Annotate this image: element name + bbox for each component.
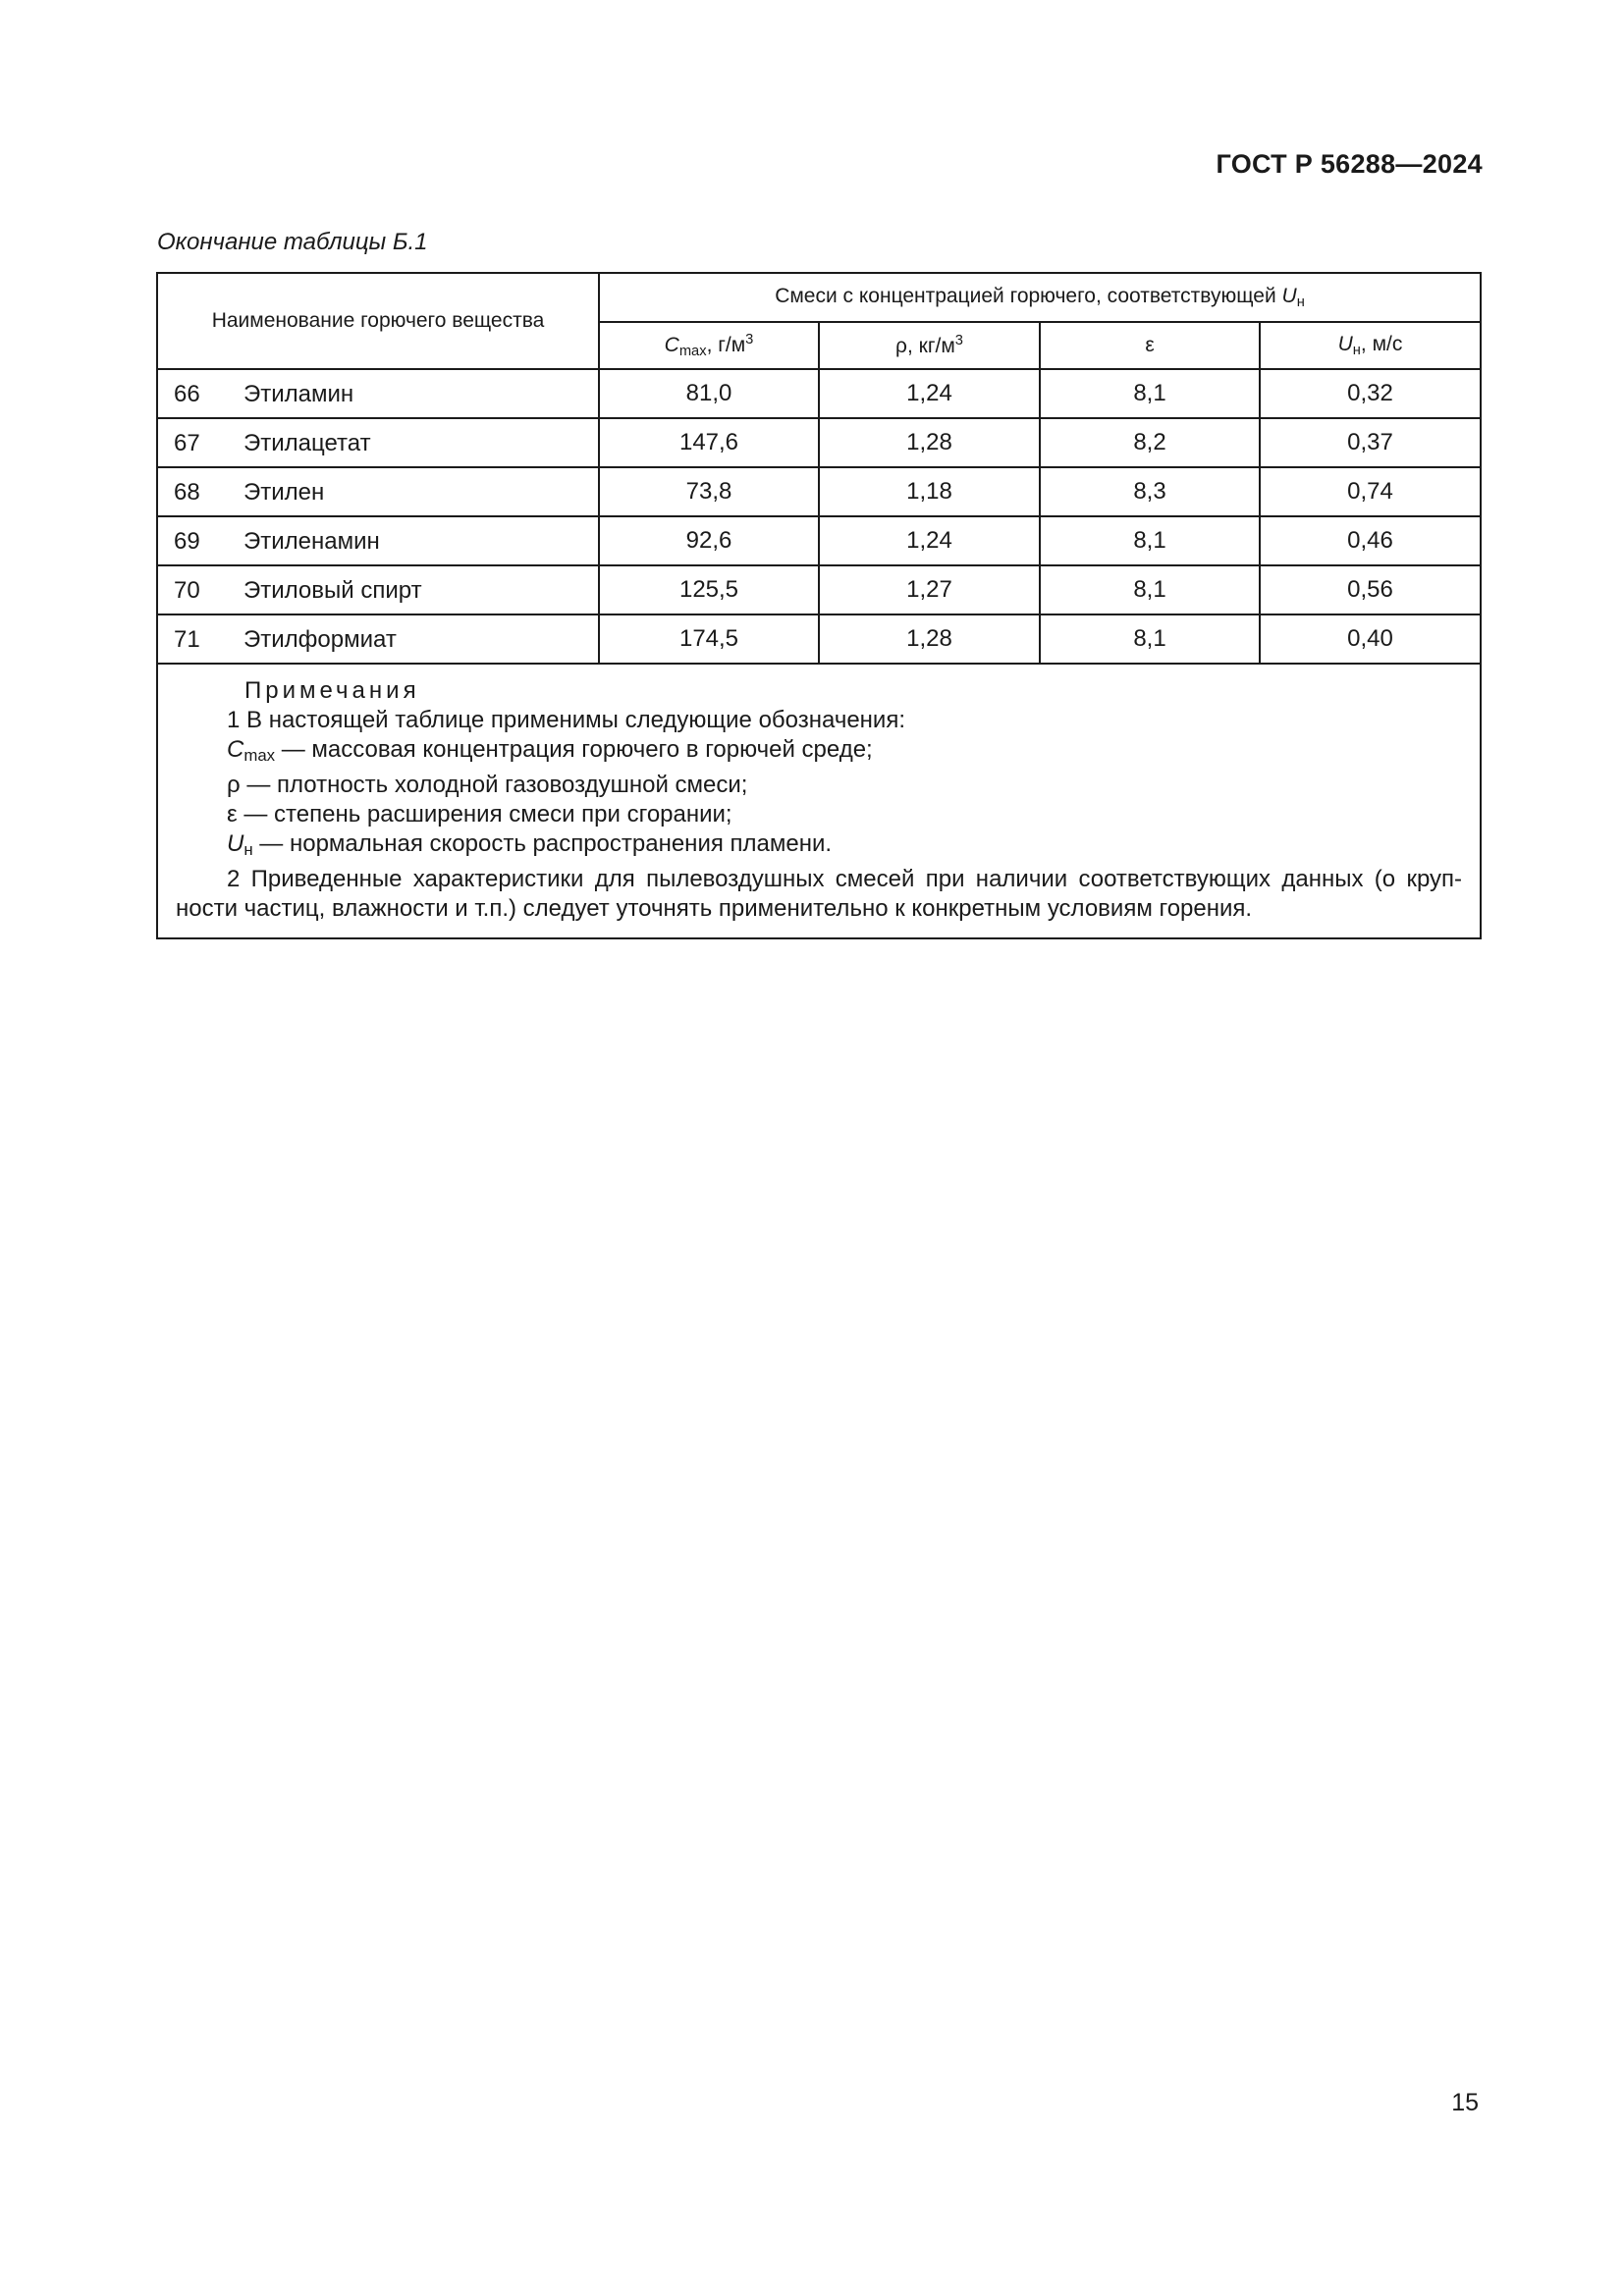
notes-title: Примечания	[244, 677, 420, 704]
header-eps-label: ε	[1145, 334, 1155, 357]
row-number: 66	[174, 381, 200, 407]
note-cmax-symbol: C	[227, 736, 244, 763]
cell-cmax: 81,0	[599, 369, 819, 418]
cell-eps: 8,3	[1040, 467, 1260, 516]
header-rho-label: ρ, кг/м	[895, 335, 955, 358]
note-u-text: — нормальная скорость распространения пламени.	[252, 830, 833, 857]
cell-eps: 8,1	[1040, 614, 1260, 664]
page-number: 15	[1451, 2089, 1479, 2116]
header-rho	[819, 322, 1040, 369]
cell-substance	[157, 516, 599, 565]
header-cmax-unit: , г/м	[706, 334, 746, 357]
table-row	[157, 369, 1481, 418]
note-cmax	[176, 735, 1462, 771]
cell-rho: 1,24	[819, 369, 1040, 418]
substance-name: Этиленамин	[244, 528, 380, 555]
cell-rho: 1,28	[819, 418, 1040, 467]
cell-cmax: 147,6	[599, 418, 819, 467]
header-rho-sup: 3	[954, 333, 963, 349]
header-cmax	[599, 322, 819, 369]
note-cmax-sub: max	[244, 746, 276, 765]
table-row	[157, 516, 1481, 565]
cell-rho: 1,18	[819, 467, 1040, 516]
header-cmax-sup: 3	[745, 332, 754, 348]
cell-cmax: 73,8	[599, 467, 819, 516]
header-eps	[1040, 322, 1260, 369]
substance-name: Этилформиат	[244, 626, 397, 653]
cell-u: 0,40	[1260, 614, 1481, 664]
cell-substance	[157, 418, 599, 467]
header-cmax-sub: max	[678, 344, 707, 360]
cell-rho: 1,24	[819, 516, 1040, 565]
row-number: 69	[174, 528, 200, 555]
cell-eps: 8,2	[1040, 418, 1260, 467]
header-name-column	[157, 273, 599, 369]
cell-u: 0,74	[1260, 467, 1481, 516]
notes-cell	[157, 664, 1481, 938]
header-cmax-symbol: C	[664, 334, 679, 357]
header-u-unit: , м/с	[1360, 333, 1403, 356]
header-group-label: Смеси с концентрацией горючего, соответствующей	[775, 285, 1276, 308]
cell-eps: 8,1	[1040, 516, 1260, 565]
header-u-symbol: U	[1337, 333, 1353, 356]
note-u-sub: н	[244, 840, 253, 859]
header-u	[1260, 322, 1481, 369]
substance-name: Этилен	[244, 479, 325, 506]
note-eps: ε — степень расширения смеси при сгорании;	[227, 801, 732, 828]
note-cmax-text: — массовая концентрация горючего в горючей среде;	[275, 736, 873, 763]
row-number: 67	[174, 430, 200, 456]
notes-row	[157, 664, 1481, 938]
cell-rho: 1,27	[819, 565, 1040, 614]
note-u	[176, 829, 1462, 865]
standard-designation: ГОСТ Р 56288—2024	[1216, 149, 1483, 179]
cell-substance	[157, 614, 599, 664]
row-number: 70	[174, 577, 200, 604]
note-2: 2 Приведенные характеристики для пылевоздушных смесей при наличии соответствующих данных (о крупности частиц, влажности и т.п.) следует уточнять применительно к конкретным условиям горения.	[176, 866, 1463, 922]
table-row	[157, 565, 1481, 614]
cell-cmax: 92,6	[599, 516, 819, 565]
substance-name: Этиловый спирт	[244, 577, 422, 604]
table-continuation-label: Окончание таблицы Б.1	[157, 229, 428, 255]
substance-name: Этилацетат	[244, 430, 371, 456]
table-row	[157, 614, 1481, 664]
cell-u: 0,37	[1260, 418, 1481, 467]
row-number: 68	[174, 479, 200, 506]
cell-eps: 8,1	[1040, 369, 1260, 418]
cell-substance	[157, 369, 599, 418]
cell-substance	[157, 565, 599, 614]
row-number: 71	[174, 626, 200, 653]
note-1: 1 В настоящей таблице применимы следующие обозначения:	[227, 707, 905, 733]
cell-u: 0,56	[1260, 565, 1481, 614]
data-table	[156, 272, 1482, 939]
note-rho: ρ — плотность холодной газовоздушной смеси;	[227, 772, 748, 798]
cell-cmax: 125,5	[599, 565, 819, 614]
cell-rho: 1,28	[819, 614, 1040, 664]
header-group	[599, 273, 1481, 322]
cell-u: 0,46	[1260, 516, 1481, 565]
table-row	[157, 418, 1481, 467]
cell-cmax: 174,5	[599, 614, 819, 664]
substance-name: Этиламин	[244, 381, 354, 407]
cell-u: 0,32	[1260, 369, 1481, 418]
cell-substance	[157, 467, 599, 516]
header-name-label: Наименование горючего вещества	[211, 309, 545, 332]
table-row	[157, 467, 1481, 516]
note-u-symbol: U	[227, 830, 244, 857]
header-group-symbol: U	[1281, 285, 1297, 308]
header-group-symbol-sub: н	[1296, 294, 1305, 311]
cell-eps: 8,1	[1040, 565, 1260, 614]
header-u-sub: н	[1352, 343, 1361, 359]
